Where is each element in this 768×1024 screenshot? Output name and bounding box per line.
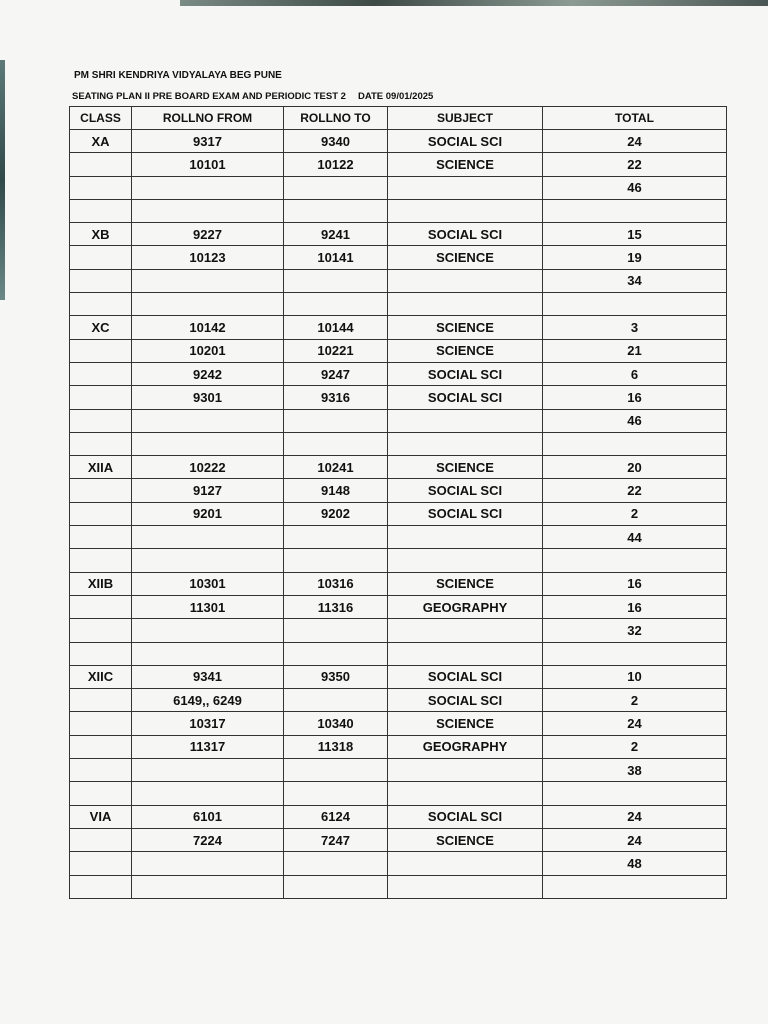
class-cell (70, 759, 132, 782)
rollno-from-cell (132, 782, 284, 805)
table-row (70, 852, 727, 875)
rollno-to-cell: 10340 (284, 712, 388, 735)
rollno-from-cell: 9341 (132, 665, 284, 688)
table-row (70, 386, 727, 409)
rollno-to-cell (284, 642, 388, 665)
rollno-to-cell: 10316 (284, 572, 388, 595)
total-cell: 2 (543, 502, 727, 525)
column-header-class: CLASS (70, 107, 132, 130)
table-row (70, 549, 727, 572)
subject-cell: SCIENCE (388, 712, 543, 735)
rollno-from-cell: 10123 (132, 246, 284, 269)
total-cell: 24 (543, 712, 727, 735)
subject-cell: SCIENCE (388, 339, 543, 362)
subject-cell (388, 176, 543, 199)
rollno-to-cell (284, 432, 388, 455)
rollno-from-cell (132, 759, 284, 782)
rollno-from-cell: 10101 (132, 153, 284, 176)
rollno-to-cell (284, 759, 388, 782)
rollno-from-cell: 6101 (132, 805, 284, 828)
subject-cell: SOCIAL SCI (388, 805, 543, 828)
column-header-rollno-to: ROLLNO TO (284, 107, 388, 130)
subject-cell: GEOGRAPHY (388, 595, 543, 618)
table-row (70, 735, 727, 758)
rollno-to-cell (284, 782, 388, 805)
subject-cell: SCIENCE (388, 246, 543, 269)
rollno-from-cell: 9201 (132, 502, 284, 525)
class-cell: XIIB (70, 572, 132, 595)
total-cell (543, 875, 727, 898)
total-cell: 34 (543, 269, 727, 292)
total-cell: 2 (543, 689, 727, 712)
rollno-from-cell (132, 176, 284, 199)
class-cell (70, 176, 132, 199)
subject-cell (388, 293, 543, 316)
class-cell (70, 712, 132, 735)
rollno-from-cell: 9227 (132, 223, 284, 246)
table-row (70, 316, 727, 339)
table-row (70, 782, 727, 805)
rollno-from-cell: 11301 (132, 595, 284, 618)
rollno-from-cell: 10317 (132, 712, 284, 735)
rollno-from-cell (132, 269, 284, 292)
rollno-from-cell: 10142 (132, 316, 284, 339)
total-cell: 21 (543, 339, 727, 362)
subject-cell: SCIENCE (388, 316, 543, 339)
class-cell (70, 199, 132, 222)
total-cell: 2 (543, 735, 727, 758)
rollno-to-cell: 10141 (284, 246, 388, 269)
rollno-to-cell: 10144 (284, 316, 388, 339)
rollno-to-cell (284, 293, 388, 316)
rollno-from-cell (132, 199, 284, 222)
rollno-from-cell: 10201 (132, 339, 284, 362)
subject-cell (388, 269, 543, 292)
table-row (70, 409, 727, 432)
subject-cell (388, 526, 543, 549)
subject-cell (388, 432, 543, 455)
school-name: PM SHRI KENDRIYA VIDYALAYA BEG PUNE (74, 70, 282, 81)
class-cell: XB (70, 223, 132, 246)
subject-cell: SOCIAL SCI (388, 130, 543, 153)
rollno-to-cell: 9340 (284, 130, 388, 153)
rollno-from-cell: 9242 (132, 362, 284, 385)
total-cell (543, 642, 727, 665)
rollno-to-cell: 9202 (284, 502, 388, 525)
rollno-to-cell: 10221 (284, 339, 388, 362)
class-cell (70, 875, 132, 898)
total-cell: 46 (543, 409, 727, 432)
rollno-from-cell (132, 409, 284, 432)
subject-cell: SOCIAL SCI (388, 665, 543, 688)
subject-cell: SOCIAL SCI (388, 479, 543, 502)
class-cell (70, 246, 132, 269)
class-cell (70, 595, 132, 618)
total-cell: 24 (543, 805, 727, 828)
total-cell: 16 (543, 595, 727, 618)
table-body (70, 130, 727, 899)
total-cell: 6 (543, 362, 727, 385)
plan-heading (72, 91, 433, 102)
table-row (70, 339, 727, 362)
subject-cell: SOCIAL SCI (388, 386, 543, 409)
rollno-to-cell: 11318 (284, 735, 388, 758)
rollno-to-cell: 7247 (284, 828, 388, 851)
rollno-from-cell (132, 875, 284, 898)
table-row (70, 875, 727, 898)
rollno-to-cell (284, 176, 388, 199)
total-cell (543, 549, 727, 572)
total-cell: 24 (543, 130, 727, 153)
subject-cell: SOCIAL SCI (388, 689, 543, 712)
total-cell: 19 (543, 246, 727, 269)
photo-background-strip (180, 0, 768, 6)
rollno-to-cell (284, 269, 388, 292)
rollno-to-cell (284, 852, 388, 875)
table-row (70, 665, 727, 688)
subject-cell: SOCIAL SCI (388, 223, 543, 246)
rollno-to-cell: 10122 (284, 153, 388, 176)
subject-cell (388, 619, 543, 642)
class-cell (70, 339, 132, 362)
class-cell (70, 782, 132, 805)
total-cell: 44 (543, 526, 727, 549)
rollno-to-cell (284, 875, 388, 898)
table-header-row (70, 107, 727, 130)
total-cell (543, 432, 727, 455)
class-cell (70, 735, 132, 758)
table-row (70, 759, 727, 782)
class-cell (70, 386, 132, 409)
subject-cell: SCIENCE (388, 456, 543, 479)
subject-cell: GEOGRAPHY (388, 735, 543, 758)
table-row (70, 805, 727, 828)
total-cell: 46 (543, 176, 727, 199)
rollno-to-cell: 11316 (284, 595, 388, 618)
table-row (70, 130, 727, 153)
table-row (70, 572, 727, 595)
rollno-from-cell (132, 619, 284, 642)
class-cell (70, 619, 132, 642)
class-cell (70, 293, 132, 316)
subject-cell: SCIENCE (388, 572, 543, 595)
class-cell: XA (70, 130, 132, 153)
table-row (70, 293, 727, 316)
total-cell (543, 293, 727, 316)
class-cell (70, 432, 132, 455)
class-cell (70, 526, 132, 549)
rollno-to-cell: 9241 (284, 223, 388, 246)
table-row (70, 456, 727, 479)
class-cell (70, 828, 132, 851)
subject-cell (388, 852, 543, 875)
class-cell: XIIA (70, 456, 132, 479)
rollno-from-cell (132, 526, 284, 549)
rollno-from-cell: 9127 (132, 479, 284, 502)
total-cell: 16 (543, 572, 727, 595)
rollno-to-cell: 9350 (284, 665, 388, 688)
rollno-from-cell: 7224 (132, 828, 284, 851)
subject-cell (388, 782, 543, 805)
table-row (70, 223, 727, 246)
subject-cell (388, 549, 543, 572)
subject-cell (388, 875, 543, 898)
table-row (70, 642, 727, 665)
table-row (70, 432, 727, 455)
subject-cell: SCIENCE (388, 153, 543, 176)
subject-cell (388, 409, 543, 432)
total-cell: 22 (543, 479, 727, 502)
table-row (70, 176, 727, 199)
subject-cell: SOCIAL SCI (388, 502, 543, 525)
exam-date: DATE 09/01/2025 (357, 91, 434, 102)
rollno-to-cell: 9148 (284, 479, 388, 502)
total-cell: 16 (543, 386, 727, 409)
total-cell: 48 (543, 852, 727, 875)
table-row (70, 619, 727, 642)
table-row (70, 712, 727, 735)
subject-cell: SCIENCE (388, 828, 543, 851)
column-header-subject: SUBJECT (388, 107, 543, 130)
class-cell (70, 362, 132, 385)
rollno-to-cell (284, 409, 388, 432)
table-row (70, 689, 727, 712)
rollno-to-cell: 10241 (284, 456, 388, 479)
table-row (70, 269, 727, 292)
seating-plan-table (69, 106, 727, 899)
rollno-from-cell: 9301 (132, 386, 284, 409)
total-cell: 22 (543, 153, 727, 176)
rollno-from-cell: 10301 (132, 572, 284, 595)
rollno-to-cell (284, 549, 388, 572)
class-cell: XC (70, 316, 132, 339)
total-cell: 24 (543, 828, 727, 851)
rollno-from-cell: 9317 (132, 130, 284, 153)
subject-cell (388, 759, 543, 782)
rollno-from-cell (132, 293, 284, 316)
total-cell: 15 (543, 223, 727, 246)
rollno-from-cell (132, 549, 284, 572)
class-cell: XIIC (70, 665, 132, 688)
rollno-from-cell (132, 642, 284, 665)
table-row (70, 526, 727, 549)
photo-background-edge (0, 60, 5, 300)
rollno-to-cell (284, 526, 388, 549)
rollno-to-cell (284, 619, 388, 642)
table-row (70, 362, 727, 385)
total-cell: 20 (543, 456, 727, 479)
subject-cell (388, 199, 543, 222)
rollno-from-cell: 10222 (132, 456, 284, 479)
total-cell: 10 (543, 665, 727, 688)
table-row (70, 502, 727, 525)
table-row (70, 153, 727, 176)
rollno-from-cell: 11317 (132, 735, 284, 758)
table-row (70, 246, 727, 269)
rollno-to-cell: 9316 (284, 386, 388, 409)
class-cell: VIA (70, 805, 132, 828)
total-cell: 3 (543, 316, 727, 339)
rollno-to-cell: 6124 (284, 805, 388, 828)
rollno-to-cell (284, 689, 388, 712)
class-cell (70, 269, 132, 292)
total-cell: 32 (543, 619, 727, 642)
plan-title: SEATING PLAN II PRE BOARD EXAM AND PERIODIC TEST 2 (72, 91, 346, 102)
class-cell (70, 689, 132, 712)
total-cell (543, 782, 727, 805)
table-row (70, 828, 727, 851)
rollno-from-cell (132, 852, 284, 875)
table-row (70, 595, 727, 618)
column-header-total: TOTAL (543, 107, 727, 130)
table-row (70, 479, 727, 502)
column-header-rollno-from: ROLLNO FROM (132, 107, 284, 130)
class-cell (70, 502, 132, 525)
table-row (70, 199, 727, 222)
rollno-to-cell (284, 199, 388, 222)
class-cell (70, 409, 132, 432)
subject-cell (388, 642, 543, 665)
rollno-from-cell (132, 432, 284, 455)
class-cell (70, 153, 132, 176)
class-cell (70, 642, 132, 665)
subject-cell: SOCIAL SCI (388, 362, 543, 385)
class-cell (70, 549, 132, 572)
class-cell (70, 479, 132, 502)
rollno-from-cell: 6149,, 6249 (132, 689, 284, 712)
total-cell: 38 (543, 759, 727, 782)
total-cell (543, 199, 727, 222)
class-cell (70, 852, 132, 875)
rollno-to-cell: 9247 (284, 362, 388, 385)
